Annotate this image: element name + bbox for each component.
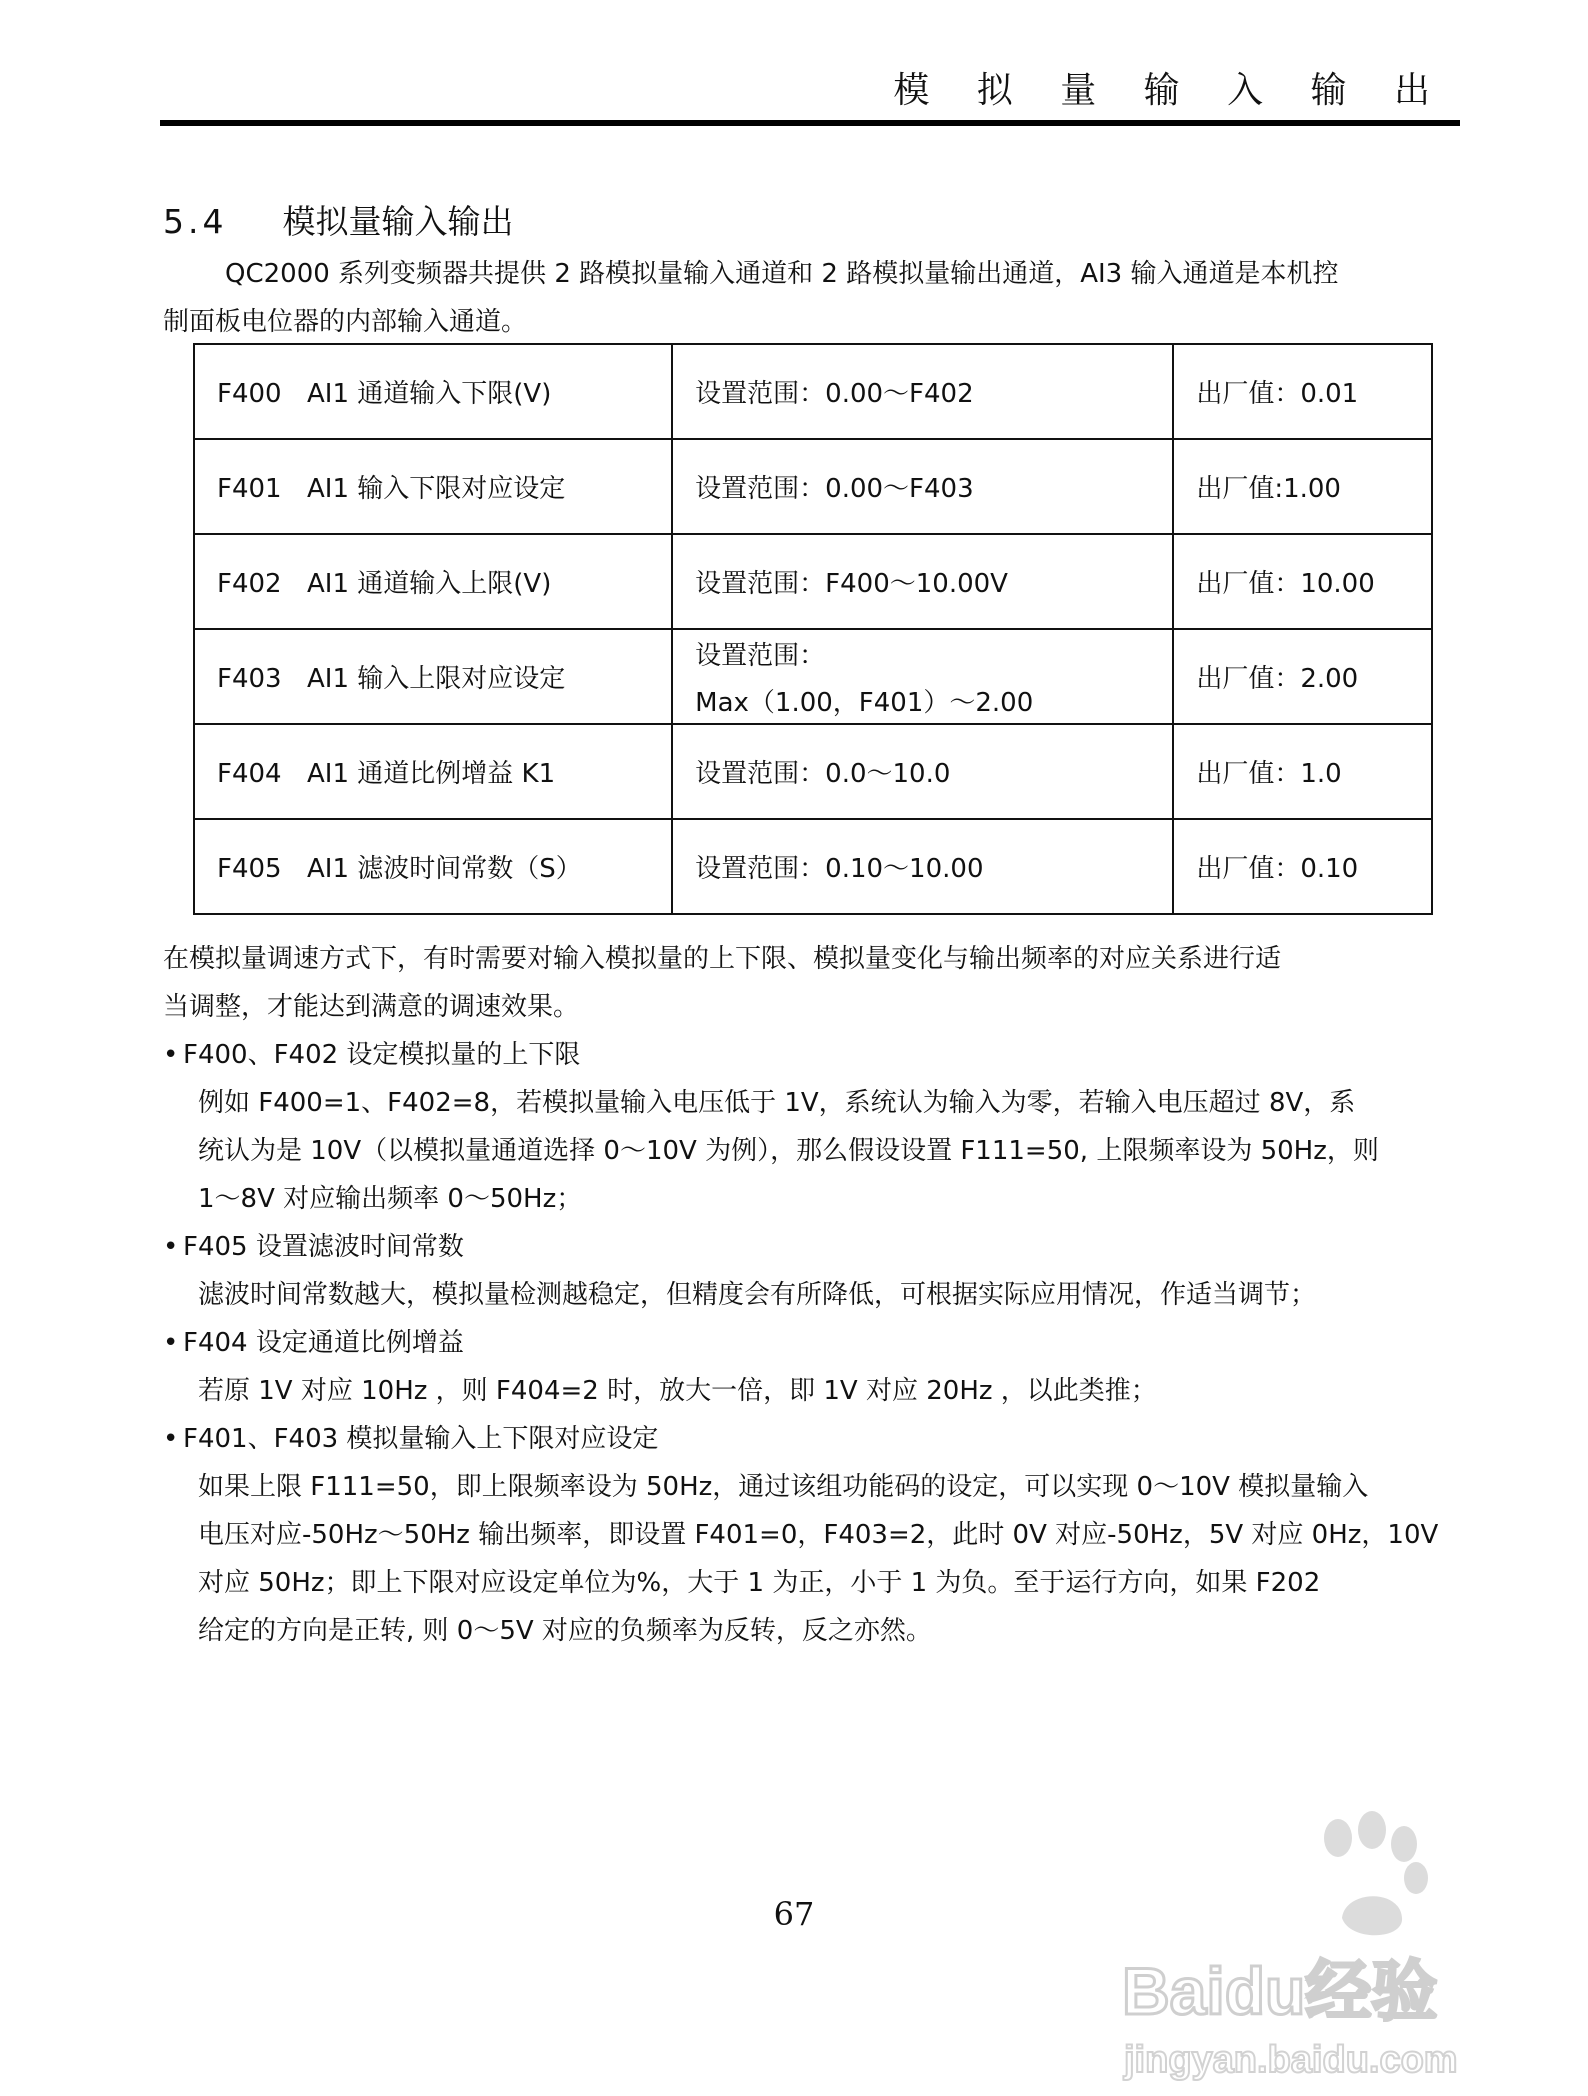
body-line: 统认为是 10V（以模拟量通道选择 0～10V 为例），那么假设设置 F111=50, 上限频率设为 50Hz，则 [198,1136,1379,1166]
bullet-title: F404 设定通道比例增益 [183,1328,464,1358]
param-range-cell [672,819,1173,914]
body-line: 滤波时间常数越大，模拟量检测越稳定，但精度会有所降低，可根据实际应用情况，作适当调节； [198,1280,1317,1310]
param-range-cell [672,724,1173,819]
intro-line: 制面板电位器的内部输入通道。 [163,307,528,337]
param-range: 设置范围：F400～10.00V [695,569,1008,599]
param-name: AI1 滤波时间常数（S） [307,854,582,884]
param-range: 设置范围：0.0～10.0 [695,759,951,789]
paw-icon [1324,1811,1428,1935]
param-code: F403 [217,664,282,694]
param-range-cell [672,344,1173,439]
body-line: 给定的方向是正转, 则 0～5V 对应的负频率为反转，反之亦然。 [198,1616,932,1646]
header-rule [160,120,1460,126]
table-row [194,344,1432,439]
body-line: 对应 50Hz；即上下限对应设定单位为%，大于 1 为正，小于 1 为负。至于运行方向，如果 F202 [198,1568,1321,1598]
param-name: AI1 输入上限对应设定 [307,664,566,694]
bullet-dot: • [163,1232,179,1262]
param-name: AI1 通道输入上限(V) [307,569,552,599]
param-default: 出厂值:1.00 [1196,474,1341,504]
param-default: 出厂值：0.10 [1196,854,1359,884]
bullet-heading [163,1031,1455,1079]
body-text [163,935,1455,1655]
bullet-heading [163,1223,1455,1271]
body-line: 如果上限 F111=50，即上限频率设为 50Hz，通过该组功能码的设定，可以实现 0～10V 模拟量输入 [198,1472,1369,1502]
param-name: AI1 通道输入下限(V) [307,379,552,409]
param-name-cell [194,439,672,534]
body-line: 例如 F400=1、F402=8，若模拟量输入电压低于 1V，系统认为输入为零，若输入电压超过 8V，系 [198,1088,1356,1118]
body-line: 在模拟量调速方式下，有时需要对输入模拟量的上下限、模拟量变化与输出频率的对应关系进行适 [163,944,1282,974]
param-name: AI1 输入下限对应设定 [307,474,566,504]
bullet-dot: • [163,1424,179,1454]
param-default: 出厂值：0.01 [1196,379,1359,409]
param-default: 出厂值：2.00 [1196,664,1359,694]
body-line: 电压对应-50Hz～50Hz 输出频率，即设置 F401=0，F403=2，此时 0V 对应-50Hz，5V 对应 0Hz，10V [198,1520,1439,1550]
param-range-cell [672,629,1173,724]
bullet-title: F401、F403 模拟量输入上下限对应设定 [183,1424,659,1454]
param-name-cell [194,819,672,914]
table-row [194,724,1432,819]
table-row [194,534,1432,629]
param-code: F404 [217,759,282,789]
intro-paragraph [163,250,1455,346]
param-default: 出厂值：10.00 [1196,569,1375,599]
table-row [194,439,1432,534]
param-name: AI1 通道比例增益 K1 [307,759,556,789]
page-header-title: 模 拟 量 输 入 输 出 [893,70,1448,111]
param-range: 设置范围：0.10～10.00 [695,854,984,884]
param-default-cell [1173,724,1432,819]
param-default-cell [1173,534,1432,629]
parameter-table [193,343,1433,915]
param-name-cell [194,534,672,629]
param-code: F400 [217,379,282,409]
bullet-title: F405 设置滤波时间常数 [183,1232,464,1262]
bullet-heading [163,1415,1455,1463]
param-range: 设置范围： [695,640,826,671]
page-number: 67 [773,1895,815,1933]
watermark-url: jingyan.baidu.com [1124,2039,1458,2081]
param-default: 出厂值：1.0 [1196,759,1342,789]
body-line: 当调整，才能达到满意的调速效果。 [163,992,580,1022]
param-default-cell [1173,344,1432,439]
body-line: 若原 1V 对应 10Hz ，则 F404=2 时，放大一倍，即 1V 对应 20Hz ，以此类推； [198,1376,1157,1406]
param-default-cell [1173,629,1432,724]
param-default-cell [1173,819,1432,914]
bullet-dot: • [163,1328,179,1358]
section-number: 5.4 [163,202,228,241]
table-row [194,629,1432,724]
param-range-cell [672,439,1173,534]
param-name-cell [194,344,672,439]
param-range: 设置范围：0.00～F403 [695,474,974,504]
watermark-brand: Baidu经验 [1122,1954,1438,2028]
section-title: 模拟量输入输出 [282,202,514,241]
body-line: 1～8V 对应输出频率 0～50Hz； [198,1184,583,1214]
param-code: F402 [217,569,282,599]
param-code: F405 [217,854,282,884]
param-range-cell [672,534,1173,629]
param-range-line2: Max（1.00，F401）～2.00 [695,687,1034,718]
param-name-cell [194,724,672,819]
section-heading [163,196,513,243]
param-code: F401 [217,474,282,504]
intro-line: QC2000 系列变频器共提供 2 路模拟量输入通道和 2 路模拟量输出通道，AI3 输入通道是本机控 [225,259,1339,289]
bullet-title: F400、F402 设定模拟量的上下限 [183,1040,581,1070]
param-default-cell [1173,439,1432,534]
param-range: 设置范围：0.00～F402 [695,379,974,409]
bullet-heading [163,1319,1455,1367]
table-row [194,819,1432,914]
bullet-dot: • [163,1040,179,1070]
param-name-cell [194,629,672,724]
baidu-watermark-logo [1110,1800,1500,2090]
